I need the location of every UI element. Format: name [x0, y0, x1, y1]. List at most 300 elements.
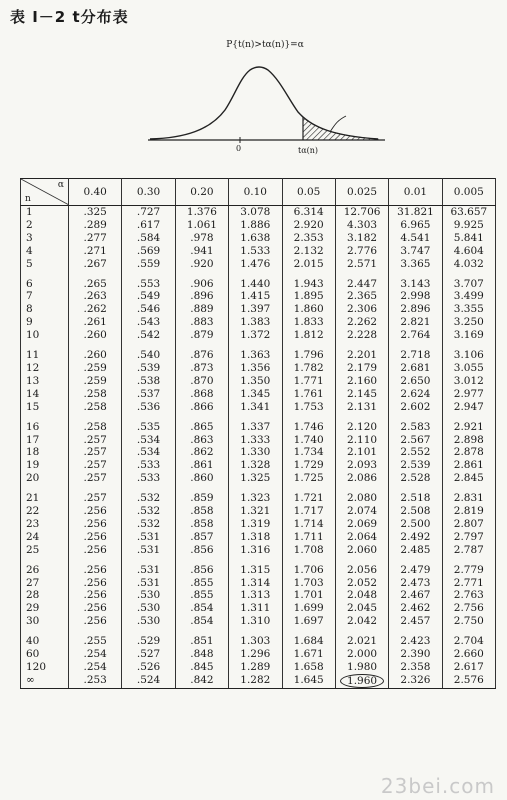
critical-value-cell: .256 — [69, 544, 122, 557]
critical-value-cell: .526 — [122, 661, 175, 674]
critical-value-cell: 2.898 — [442, 434, 495, 447]
critical-value-cell: .868 — [175, 388, 228, 401]
critical-value-cell: 2.571 — [335, 258, 388, 271]
critical-value-cell: 1.476 — [229, 258, 282, 271]
critical-value-cell: 2.479 — [389, 557, 442, 577]
critical-value-cell: .265 — [69, 271, 122, 291]
critical-value-cell: 2.052 — [335, 577, 388, 590]
critical-value-cell: 1.328 — [229, 459, 282, 472]
critical-value-cell: 3.250 — [442, 316, 495, 329]
critical-value-cell: 2.861 — [442, 459, 495, 472]
table-row — [21, 577, 496, 590]
critical-value-cell: 1.717 — [282, 505, 335, 518]
critical-value-cell: 1.289 — [229, 661, 282, 674]
critical-value-cell: 1.376 — [175, 206, 228, 219]
degrees-of-freedom-cell: 9 — [21, 316, 69, 329]
critical-value-cell: .257 — [69, 485, 122, 505]
critical-value-cell: .546 — [122, 303, 175, 316]
critical-value-cell: .258 — [69, 414, 122, 434]
critical-value-cell: .549 — [122, 290, 175, 303]
degrees-of-freedom-cell: 3 — [21, 232, 69, 245]
critical-value-cell: 2.358 — [389, 661, 442, 674]
circled-value: 1.960 — [340, 674, 384, 688]
alpha-header-cell: 0.025 — [335, 179, 388, 206]
critical-value-cell: 2.365 — [335, 290, 388, 303]
table-row — [21, 388, 496, 401]
critical-value-cell: .289 — [69, 219, 122, 232]
critical-value-cell: .257 — [69, 472, 122, 485]
critical-value-cell: 1.319 — [229, 518, 282, 531]
critical-value-cell: .534 — [122, 446, 175, 459]
critical-value-cell: 1.697 — [282, 615, 335, 628]
critical-value-cell: .851 — [175, 628, 228, 648]
critical-value-cell: 4.541 — [389, 232, 442, 245]
table-row — [21, 316, 496, 329]
critical-value-cell: 6.965 — [389, 219, 442, 232]
critical-value-cell: 1.415 — [229, 290, 282, 303]
critical-value-cell: .569 — [122, 245, 175, 258]
critical-value-cell: 2.060 — [335, 544, 388, 557]
critical-value-cell: .257 — [69, 434, 122, 447]
table-row — [21, 375, 496, 388]
critical-value-cell: .866 — [175, 401, 228, 414]
watermark-text: 23bei.com — [380, 774, 495, 798]
critical-value-cell: 2.069 — [335, 518, 388, 531]
corner-header-cell — [21, 179, 69, 206]
critical-value-cell: 12.706 — [335, 206, 388, 219]
critical-value-cell: 1.397 — [229, 303, 282, 316]
critical-value-cell: 2.764 — [389, 329, 442, 342]
critical-value-cell: .553 — [122, 271, 175, 291]
critical-value-cell: 2.947 — [442, 401, 495, 414]
critical-value-cell: .858 — [175, 505, 228, 518]
critical-value-cell: .530 — [122, 602, 175, 615]
critical-value-cell: 2.473 — [389, 577, 442, 590]
tail-probability-formula: P{t(n)>tα(n)}=α — [226, 40, 304, 50]
critical-value-cell: 2.080 — [335, 485, 388, 505]
header-row — [21, 179, 496, 206]
critical-value-cell: 1.296 — [229, 648, 282, 661]
density-curve — [150, 67, 378, 139]
critical-value-cell: 2.528 — [389, 472, 442, 485]
critical-value-cell: .854 — [175, 615, 228, 628]
critical-value-cell: 2.831 — [442, 485, 495, 505]
critical-value-cell: .727 — [122, 206, 175, 219]
critical-value-cell: 1.895 — [282, 290, 335, 303]
critical-value-cell: .524 — [122, 674, 175, 689]
table-row — [21, 661, 496, 674]
critical-value-cell: .862 — [175, 446, 228, 459]
critical-value-cell: 1.316 — [229, 544, 282, 557]
table-row — [21, 446, 496, 459]
alpha-header-cell: 0.01 — [389, 179, 442, 206]
critical-value-cell: 1.638 — [229, 232, 282, 245]
critical-value-cell: 1.321 — [229, 505, 282, 518]
critical-value-cell: 3.182 — [335, 232, 388, 245]
critical-value-cell: 1.372 — [229, 329, 282, 342]
table-row — [21, 602, 496, 615]
critical-value-cell: 2.771 — [442, 577, 495, 590]
critical-value-cell: .271 — [69, 245, 122, 258]
critical-value-cell: .617 — [122, 219, 175, 232]
table-row — [21, 472, 496, 485]
critical-value-cell: 2.326 — [389, 674, 442, 689]
critical-value-cell: 2.447 — [335, 271, 388, 291]
critical-value-cell: 1.645 — [282, 674, 335, 689]
critical-value-cell: 1.383 — [229, 316, 282, 329]
alpha-header-cell: 0.20 — [175, 179, 228, 206]
degrees-of-freedom-cell: 10 — [21, 329, 69, 342]
critical-value-cell: .845 — [175, 661, 228, 674]
table-row — [21, 589, 496, 602]
degrees-of-freedom-cell: 120 — [21, 661, 69, 674]
table-row — [21, 206, 496, 219]
degrees-of-freedom-cell: 7 — [21, 290, 69, 303]
critical-value-cell: .978 — [175, 232, 228, 245]
critical-value-cell: .256 — [69, 577, 122, 590]
critical-value-cell: 1.746 — [282, 414, 335, 434]
critical-value-cell: 4.032 — [442, 258, 495, 271]
critical-value-cell: 9.925 — [442, 219, 495, 232]
critical-value-cell: 1.440 — [229, 271, 282, 291]
critical-value-cell: .531 — [122, 544, 175, 557]
critical-value-cell: 2.093 — [335, 459, 388, 472]
critical-value-cell: .861 — [175, 459, 228, 472]
table-row — [21, 303, 496, 316]
critical-value-cell: .539 — [122, 362, 175, 375]
critical-value-cell: .531 — [122, 557, 175, 577]
critical-value-cell: .533 — [122, 472, 175, 485]
critical-value-cell: 6.314 — [282, 206, 335, 219]
critical-value-cell: 1.658 — [282, 661, 335, 674]
critical-value-cell: 1.753 — [282, 401, 335, 414]
critical-value-cell: 3.143 — [389, 271, 442, 291]
critical-value-cell: .254 — [69, 661, 122, 674]
critical-value-cell: 2.508 — [389, 505, 442, 518]
critical-value-label: tα(n) — [298, 146, 319, 155]
critical-value-cell: 2.576 — [442, 674, 495, 689]
critical-value-cell: 1.315 — [229, 557, 282, 577]
critical-value-cell: 2.650 — [389, 375, 442, 388]
critical-value-cell: .873 — [175, 362, 228, 375]
page-title: 表 I－2 t分布表 — [10, 8, 129, 26]
critical-value-cell: 2.390 — [389, 648, 442, 661]
critical-value-cell: .261 — [69, 316, 122, 329]
critical-value-cell: 2.921 — [442, 414, 495, 434]
degrees-of-freedom-cell: 21 — [21, 485, 69, 505]
critical-value-cell: 2.021 — [335, 628, 388, 648]
critical-value-cell: .533 — [122, 459, 175, 472]
critical-value-cell: 1.337 — [229, 414, 282, 434]
table-row — [21, 414, 496, 434]
critical-value-cell: .863 — [175, 434, 228, 447]
critical-value-cell: 63.657 — [442, 206, 495, 219]
critical-value-cell: .267 — [69, 258, 122, 271]
critical-value-cell: 1.313 — [229, 589, 282, 602]
critical-value-cell: 1.725 — [282, 472, 335, 485]
critical-value-cell: 1.699 — [282, 602, 335, 615]
t-table-container — [20, 178, 496, 689]
critical-value-cell: 2.518 — [389, 485, 442, 505]
critical-value-cell: .256 — [69, 505, 122, 518]
critical-value-cell: 1.714 — [282, 518, 335, 531]
degrees-of-freedom-cell: 24 — [21, 531, 69, 544]
critical-value-cell: 2.819 — [442, 505, 495, 518]
critical-value-cell: .256 — [69, 602, 122, 615]
degrees-of-freedom-cell: 13 — [21, 375, 69, 388]
degrees-of-freedom-cell: 23 — [21, 518, 69, 531]
critical-value-cell: 2.718 — [389, 342, 442, 362]
critical-value-cell: 1.684 — [282, 628, 335, 648]
critical-value-cell: .256 — [69, 518, 122, 531]
critical-value-cell: .876 — [175, 342, 228, 362]
critical-value-cell: .860 — [175, 472, 228, 485]
alpha-header-cell: 0.40 — [69, 179, 122, 206]
degrees-of-freedom-cell: 27 — [21, 577, 69, 590]
critical-value-cell: 31.821 — [389, 206, 442, 219]
critical-value-cell: 3.355 — [442, 303, 495, 316]
critical-value-cell: 2.779 — [442, 557, 495, 577]
critical-value-cell: 1.796 — [282, 342, 335, 362]
table-row — [21, 232, 496, 245]
critical-value-cell: 2.660 — [442, 648, 495, 661]
critical-value-cell: .259 — [69, 362, 122, 375]
critical-value-cell: .848 — [175, 648, 228, 661]
critical-value-cell: 2.179 — [335, 362, 388, 375]
critical-value-cell: .883 — [175, 316, 228, 329]
critical-value-cell: 2.467 — [389, 589, 442, 602]
critical-value-cell: 2.423 — [389, 628, 442, 648]
degrees-of-freedom-cell: 25 — [21, 544, 69, 557]
critical-value-cell: .865 — [175, 414, 228, 434]
critical-value-cell: .325 — [69, 206, 122, 219]
critical-value-cell: 2.048 — [335, 589, 388, 602]
critical-value-cell: 2.704 — [442, 628, 495, 648]
critical-value-cell: 1.341 — [229, 401, 282, 414]
zero-label: 0 — [236, 144, 242, 153]
critical-value-cell: 1.310 — [229, 615, 282, 628]
degrees-of-freedom-cell: 18 — [21, 446, 69, 459]
critical-value-cell: 1.533 — [229, 245, 282, 258]
critical-value-cell: 2.977 — [442, 388, 495, 401]
table-row — [21, 544, 496, 557]
critical-value-cell: 1.886 — [229, 219, 282, 232]
critical-value-cell: 3.055 — [442, 362, 495, 375]
critical-value-cell: 2.145 — [335, 388, 388, 401]
degrees-of-freedom-cell: 6 — [21, 271, 69, 291]
critical-value-cell: 1.734 — [282, 446, 335, 459]
critical-value-cell: 2.132 — [282, 245, 335, 258]
critical-value-cell: 2.457 — [389, 615, 442, 628]
critical-value-cell: 2.074 — [335, 505, 388, 518]
critical-value-cell: 2.101 — [335, 446, 388, 459]
critical-value-cell: 1.345 — [229, 388, 282, 401]
degrees-of-freedom-cell: 11 — [21, 342, 69, 362]
critical-value-cell: 2.000 — [335, 648, 388, 661]
degrees-of-freedom-cell: 17 — [21, 434, 69, 447]
alpha-symbol: α — [57, 180, 64, 190]
critical-value-cell: .256 — [69, 557, 122, 577]
table-row — [21, 219, 496, 232]
critical-value-cell: .262 — [69, 303, 122, 316]
critical-value-cell: 1.706 — [282, 557, 335, 577]
critical-value-cell: 1.721 — [282, 485, 335, 505]
n-symbol: n — [25, 194, 31, 204]
critical-value-cell: .263 — [69, 290, 122, 303]
critical-value-cell: 2.624 — [389, 388, 442, 401]
degrees-of-freedom-cell: 16 — [21, 414, 69, 434]
critical-value-cell: .260 — [69, 342, 122, 362]
critical-value-cell: .906 — [175, 271, 228, 291]
degrees-of-freedom-cell: 26 — [21, 557, 69, 577]
critical-value-cell: 2.015 — [282, 258, 335, 271]
critical-value-cell: 2.131 — [335, 401, 388, 414]
critical-value-cell: 1.761 — [282, 388, 335, 401]
critical-value-cell: .254 — [69, 648, 122, 661]
critical-value-cell: 2.056 — [335, 557, 388, 577]
table-row — [21, 674, 496, 689]
critical-value-cell: .941 — [175, 245, 228, 258]
density-curve-graphic — [140, 40, 390, 165]
critical-value-cell: 2.500 — [389, 518, 442, 531]
critical-value-cell — [335, 674, 388, 689]
critical-value-cell: 3.365 — [389, 258, 442, 271]
critical-value-cell: 5.841 — [442, 232, 495, 245]
critical-value-cell: 2.110 — [335, 434, 388, 447]
critical-value-cell: .253 — [69, 674, 122, 689]
critical-value-cell: 2.807 — [442, 518, 495, 531]
critical-value-cell: 3.747 — [389, 245, 442, 258]
critical-value-cell: 2.160 — [335, 375, 388, 388]
table-row — [21, 362, 496, 375]
critical-value-cell: 2.228 — [335, 329, 388, 342]
critical-value-cell: 1.303 — [229, 628, 282, 648]
critical-value-cell: 2.353 — [282, 232, 335, 245]
critical-value-cell: .856 — [175, 544, 228, 557]
critical-value-cell: .889 — [175, 303, 228, 316]
table-row — [21, 557, 496, 577]
critical-value-cell: 2.763 — [442, 589, 495, 602]
degrees-of-freedom-cell: 15 — [21, 401, 69, 414]
critical-value-cell: 2.617 — [442, 661, 495, 674]
degrees-of-freedom-cell: 2 — [21, 219, 69, 232]
critical-value-cell: .255 — [69, 628, 122, 648]
degrees-of-freedom-cell: 14 — [21, 388, 69, 401]
critical-value-cell: 2.539 — [389, 459, 442, 472]
t-distribution-figure — [140, 40, 390, 165]
critical-value-cell: .584 — [122, 232, 175, 245]
critical-value-cell: 2.583 — [389, 414, 442, 434]
alpha-header-cell: 0.05 — [282, 179, 335, 206]
critical-value-cell: .538 — [122, 375, 175, 388]
critical-value-cell: 1.061 — [175, 219, 228, 232]
critical-value-cell: 1.711 — [282, 531, 335, 544]
critical-value-cell: 1.812 — [282, 329, 335, 342]
critical-value-cell: 1.860 — [282, 303, 335, 316]
degrees-of-freedom-cell: 19 — [21, 459, 69, 472]
alpha-header-cell: 0.10 — [229, 179, 282, 206]
critical-value-cell: .527 — [122, 648, 175, 661]
critical-value-cell: .879 — [175, 329, 228, 342]
critical-value-cell: 1.314 — [229, 577, 282, 590]
critical-value-cell: .530 — [122, 615, 175, 628]
critical-value-cell: 2.201 — [335, 342, 388, 362]
critical-value-cell: 2.042 — [335, 615, 388, 628]
critical-value-cell: 1.323 — [229, 485, 282, 505]
critical-value-cell: .256 — [69, 589, 122, 602]
critical-value-cell: .870 — [175, 375, 228, 388]
critical-value-cell: .534 — [122, 434, 175, 447]
critical-value-cell: 1.350 — [229, 375, 282, 388]
upper-tail-shading — [303, 117, 378, 140]
critical-value-cell: .855 — [175, 577, 228, 590]
critical-value-cell: .537 — [122, 388, 175, 401]
critical-value-cell: .256 — [69, 531, 122, 544]
critical-value-cell: .854 — [175, 602, 228, 615]
critical-value-cell: 3.078 — [229, 206, 282, 219]
degrees-of-freedom-cell: 28 — [21, 589, 69, 602]
critical-value-cell: .856 — [175, 557, 228, 577]
table-row — [21, 531, 496, 544]
critical-value-cell: 2.602 — [389, 401, 442, 414]
critical-value-cell: 2.998 — [389, 290, 442, 303]
critical-value-cell: .529 — [122, 628, 175, 648]
critical-value-cell: .543 — [122, 316, 175, 329]
critical-value-cell: 1.333 — [229, 434, 282, 447]
critical-value-cell: 3.499 — [442, 290, 495, 303]
critical-value-cell: .256 — [69, 615, 122, 628]
critical-value-cell: 2.120 — [335, 414, 388, 434]
critical-value-cell: 1.771 — [282, 375, 335, 388]
critical-value-cell: 1.833 — [282, 316, 335, 329]
critical-value-cell: .257 — [69, 459, 122, 472]
critical-value-cell: 1.782 — [282, 362, 335, 375]
critical-value-cell: 1.671 — [282, 648, 335, 661]
critical-value-cell: .531 — [122, 577, 175, 590]
degrees-of-freedom-cell: 60 — [21, 648, 69, 661]
table-row — [21, 485, 496, 505]
critical-value-cell: 2.485 — [389, 544, 442, 557]
table-row — [21, 401, 496, 414]
critical-value-cell: 2.064 — [335, 531, 388, 544]
critical-value-cell: 1.943 — [282, 271, 335, 291]
table-row — [21, 290, 496, 303]
critical-value-cell: .559 — [122, 258, 175, 271]
table-row — [21, 518, 496, 531]
critical-value-cell: 2.776 — [335, 245, 388, 258]
critical-value-cell: .259 — [69, 375, 122, 388]
degrees-of-freedom-cell: 20 — [21, 472, 69, 485]
critical-value-cell: 2.756 — [442, 602, 495, 615]
critical-value-cell: .531 — [122, 531, 175, 544]
table-row — [21, 648, 496, 661]
degrees-of-freedom-cell: 12 — [21, 362, 69, 375]
table-row — [21, 628, 496, 648]
critical-value-cell: 3.169 — [442, 329, 495, 342]
critical-value-cell: .530 — [122, 589, 175, 602]
table-row — [21, 615, 496, 628]
critical-value-cell: 2.920 — [282, 219, 335, 232]
critical-value-cell: 1.708 — [282, 544, 335, 557]
critical-value-cell: 2.492 — [389, 531, 442, 544]
degrees-of-freedom-cell: 4 — [21, 245, 69, 258]
critical-value-cell: .532 — [122, 485, 175, 505]
critical-value-cell: 2.896 — [389, 303, 442, 316]
critical-value-cell: .896 — [175, 290, 228, 303]
critical-value-cell: .920 — [175, 258, 228, 271]
critical-value-cell: 2.552 — [389, 446, 442, 459]
critical-value-cell: .842 — [175, 674, 228, 689]
